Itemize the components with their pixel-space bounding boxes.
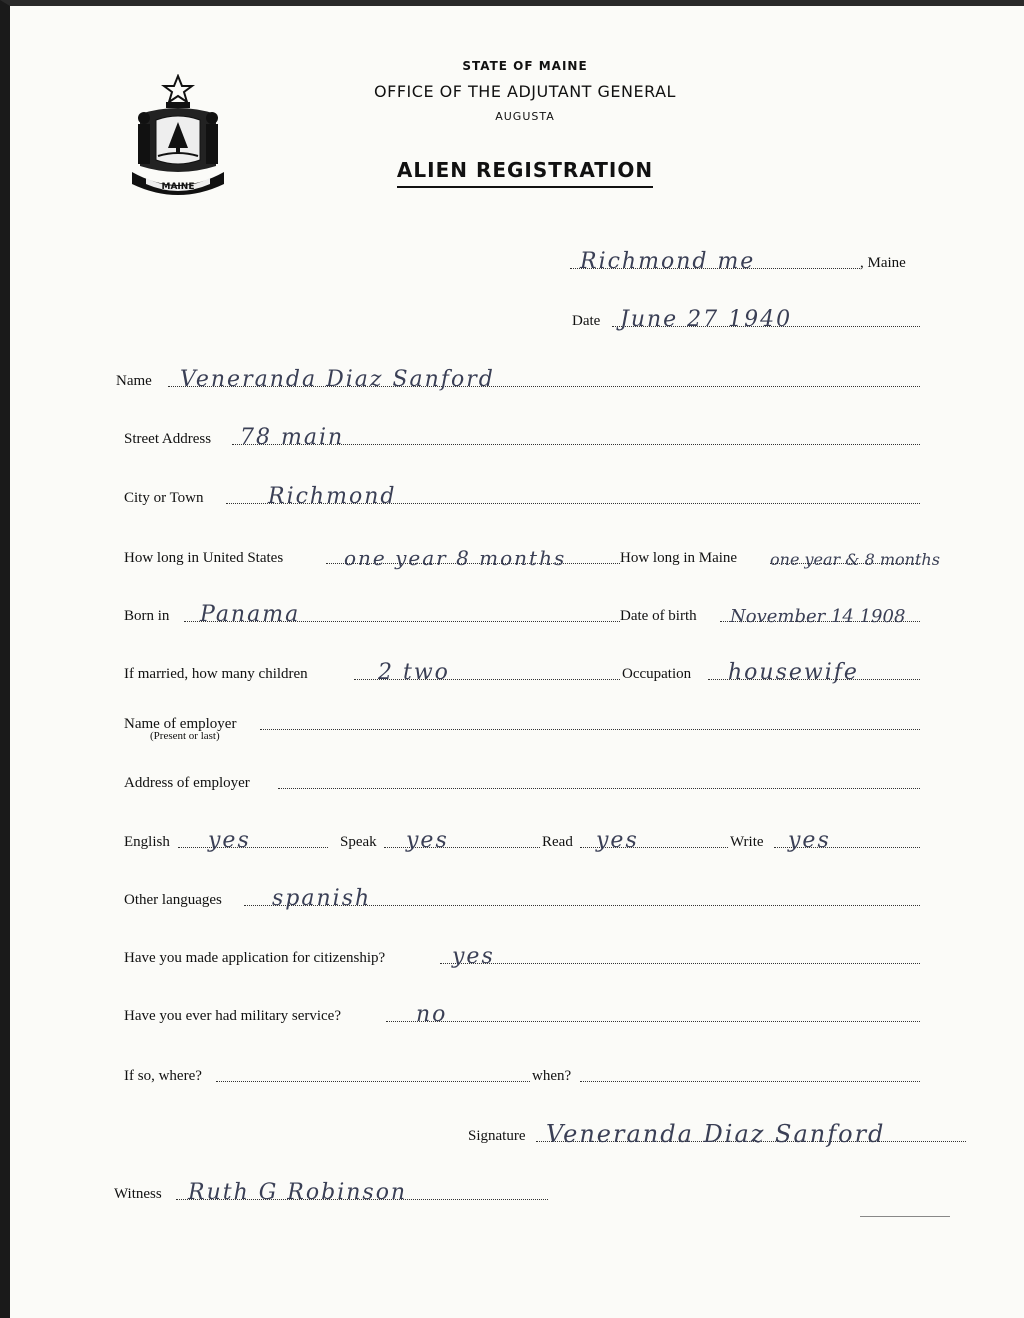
place-row [570, 249, 930, 274]
employer-line [260, 729, 920, 730]
name-value: Veneranda Diaz Sanford [180, 367, 495, 392]
title-text: ALIEN REGISTRATION [397, 158, 653, 188]
citizenship-line [440, 963, 920, 964]
employer-label: Name of employer [124, 716, 237, 732]
signature-value: Veneranda Diaz Sanford [546, 1120, 886, 1148]
maine-duration-label: How long in Maine [620, 550, 738, 566]
date-label: Date [572, 313, 601, 329]
service-location-row [116, 1064, 922, 1084]
citizenship-row [116, 944, 922, 969]
where-line [216, 1081, 530, 1082]
english-label: English [124, 834, 170, 850]
name-label: Name [116, 373, 152, 389]
language-row [116, 828, 922, 853]
citizenship-value: yes [452, 944, 495, 969]
street-row [116, 425, 922, 450]
military-label: Have you ever had military service? [124, 1008, 341, 1024]
write-value: yes [788, 828, 831, 853]
when-label: when? [532, 1068, 572, 1084]
employer-address-row [116, 771, 922, 791]
maine-state-seal-icon [126, 74, 230, 196]
speak-value: yes [406, 828, 449, 853]
military-row [116, 1002, 922, 1027]
children-label: If married, how many children [124, 666, 308, 682]
us-duration-label: How long in United States [124, 550, 284, 566]
us-duration-value: one year 8 months [344, 546, 567, 570]
date-value: June 27 1940 [620, 307, 793, 332]
speak-label: Speak [340, 834, 377, 850]
maine-duration-value: one year & 8 months [770, 550, 940, 569]
place-value: Richmond me [580, 249, 756, 274]
occupation-label: Occupation [622, 666, 692, 682]
family-row [116, 660, 922, 685]
signature-row [468, 1120, 968, 1148]
birth-row [116, 602, 922, 627]
signature-label: Signature [468, 1128, 526, 1144]
employer-row [116, 712, 922, 732]
seal-text: MAINE [161, 182, 195, 192]
city-value: Richmond [268, 484, 397, 509]
employer-address-label: Address of employer [124, 775, 250, 791]
witness-value: Ruth G Robinson [188, 1180, 408, 1205]
other-languages-value: spanish [272, 886, 372, 911]
occupation-value: housewife [728, 660, 859, 685]
where-label: If so, where? [124, 1068, 202, 1084]
english-value: yes [208, 828, 251, 853]
military-value: no [416, 1002, 448, 1027]
header-city: AUGUSTA [495, 110, 555, 123]
page-title [340, 158, 710, 188]
city-label: City or Town [124, 490, 204, 506]
place-label: , Maine [860, 255, 906, 271]
witness-row [114, 1180, 550, 1205]
name-row [116, 367, 922, 392]
duration-row [116, 546, 940, 570]
witness-label: Witness [114, 1186, 162, 1202]
employer-note: (Present or last) [150, 730, 220, 742]
dob-label: Date of birth [620, 608, 697, 624]
dob-value: November 14 1908 [730, 606, 906, 627]
born-label: Born in [124, 608, 170, 624]
date-row [572, 307, 922, 332]
military-line [386, 1021, 920, 1022]
read-value: yes [596, 828, 639, 853]
street-label: Street Address [124, 431, 212, 447]
header-state: STATE OF MAINE [462, 59, 588, 73]
street-value: 78 main [240, 425, 345, 450]
english-line [178, 847, 328, 848]
other-languages-label: Other languages [124, 892, 222, 908]
children-value: 2 two [378, 660, 450, 685]
when-line [580, 1081, 920, 1082]
employer-address-line [278, 788, 920, 789]
born-value: Panama [200, 602, 301, 627]
city-row [116, 484, 922, 509]
citizenship-label: Have you made application for citizenship? [124, 950, 386, 966]
paper-mark [860, 1216, 950, 1217]
read-label: Read [542, 834, 573, 850]
write-label: Write [730, 834, 764, 850]
header-office: OFFICE OF THE ADJUTANT GENERAL [374, 82, 676, 101]
other-languages-row [116, 886, 922, 911]
